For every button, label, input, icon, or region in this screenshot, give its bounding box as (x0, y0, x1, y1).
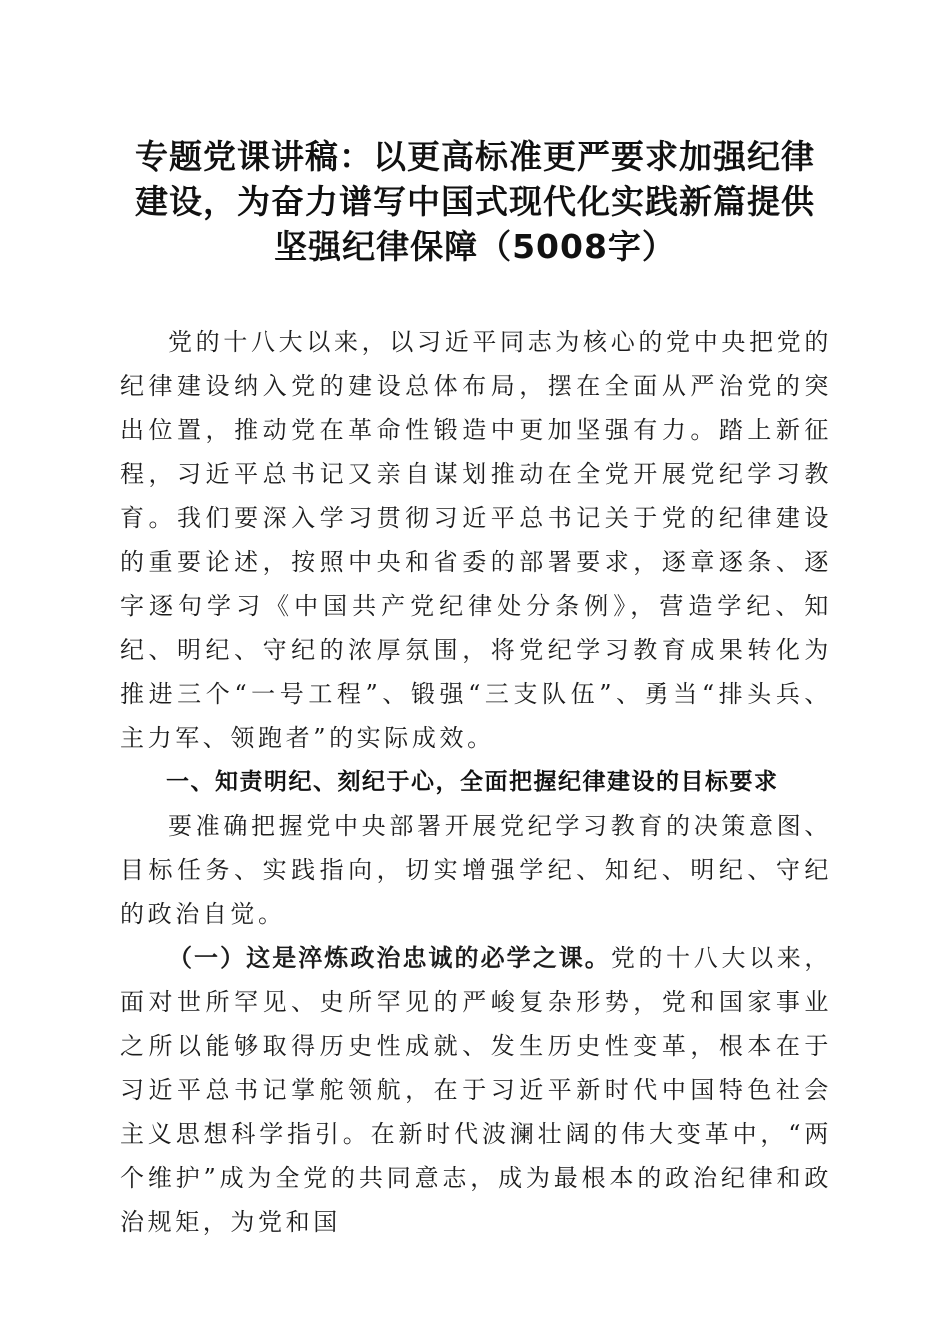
intro-paragraph: 党的十八大以来，以习近平同志为核心的党中央把党的纪律建设纳入党的建设总体布局，摆在全面从严治党的突出位置，推动党在革命性锻造中更加坚强有力。踏上新征程，习近平总书记又亲自谋划推动在全党开展党纪学习教育。我们要深入学习贯彻习近平总书记关于党的纪律建设的重要论述，按照中央和省委的部署要求，逐章逐条、逐字逐句学习《中国共产党纪律处分条例》，营造学纪、知纪、明纪、守纪的浓厚氛围，将党纪学习教育成果转化为推进三个“一号工程”、锻强“三支队伍”、勇当“排头兵、主力军、领跑者”的实际成效。 (120, 328, 832, 752)
subsection-paragraph (120, 936, 832, 1244)
subsection-lead: （一）这是淬炼政治忠诚的必学之课。 (168, 944, 611, 972)
title-line-1: 专题党课讲稿：以更高标准更严要求加强纪律 (135, 137, 815, 176)
document-body (120, 320, 832, 1244)
title-line-3: 坚强纪律保障（5008字） (274, 227, 676, 266)
section-intro-paragraph: 要准确把握党中央部署开展党纪学习教育的决策意图、目标任务、实践指向，切实增强学纪、知纪、明纪、守纪的政治自觉。 (120, 812, 832, 928)
document-title (110, 134, 840, 269)
section-heading: 一、知责明纪、刻纪于心，全面把握纪律建设的目标要求 (166, 769, 779, 795)
title-line-2: 建设，为奋力谱写中国式现代化实践新篇提供 (135, 182, 815, 221)
subsection-text: 党的十八大以来，面对世所罕见、史所罕见的严峻复杂形势，党和国家事业之所以能够取得历史性成就、发生历史性变革，根本在于习近平总书记掌舵领航，在于习近平新时代中国特色社会主义思想科学指引。在新时代波澜壮阔的伟大变革中，“两个维护”成为全党的共同意志，成为最根本的政治纪律和政治规矩，为党和国 (120, 944, 832, 1236)
